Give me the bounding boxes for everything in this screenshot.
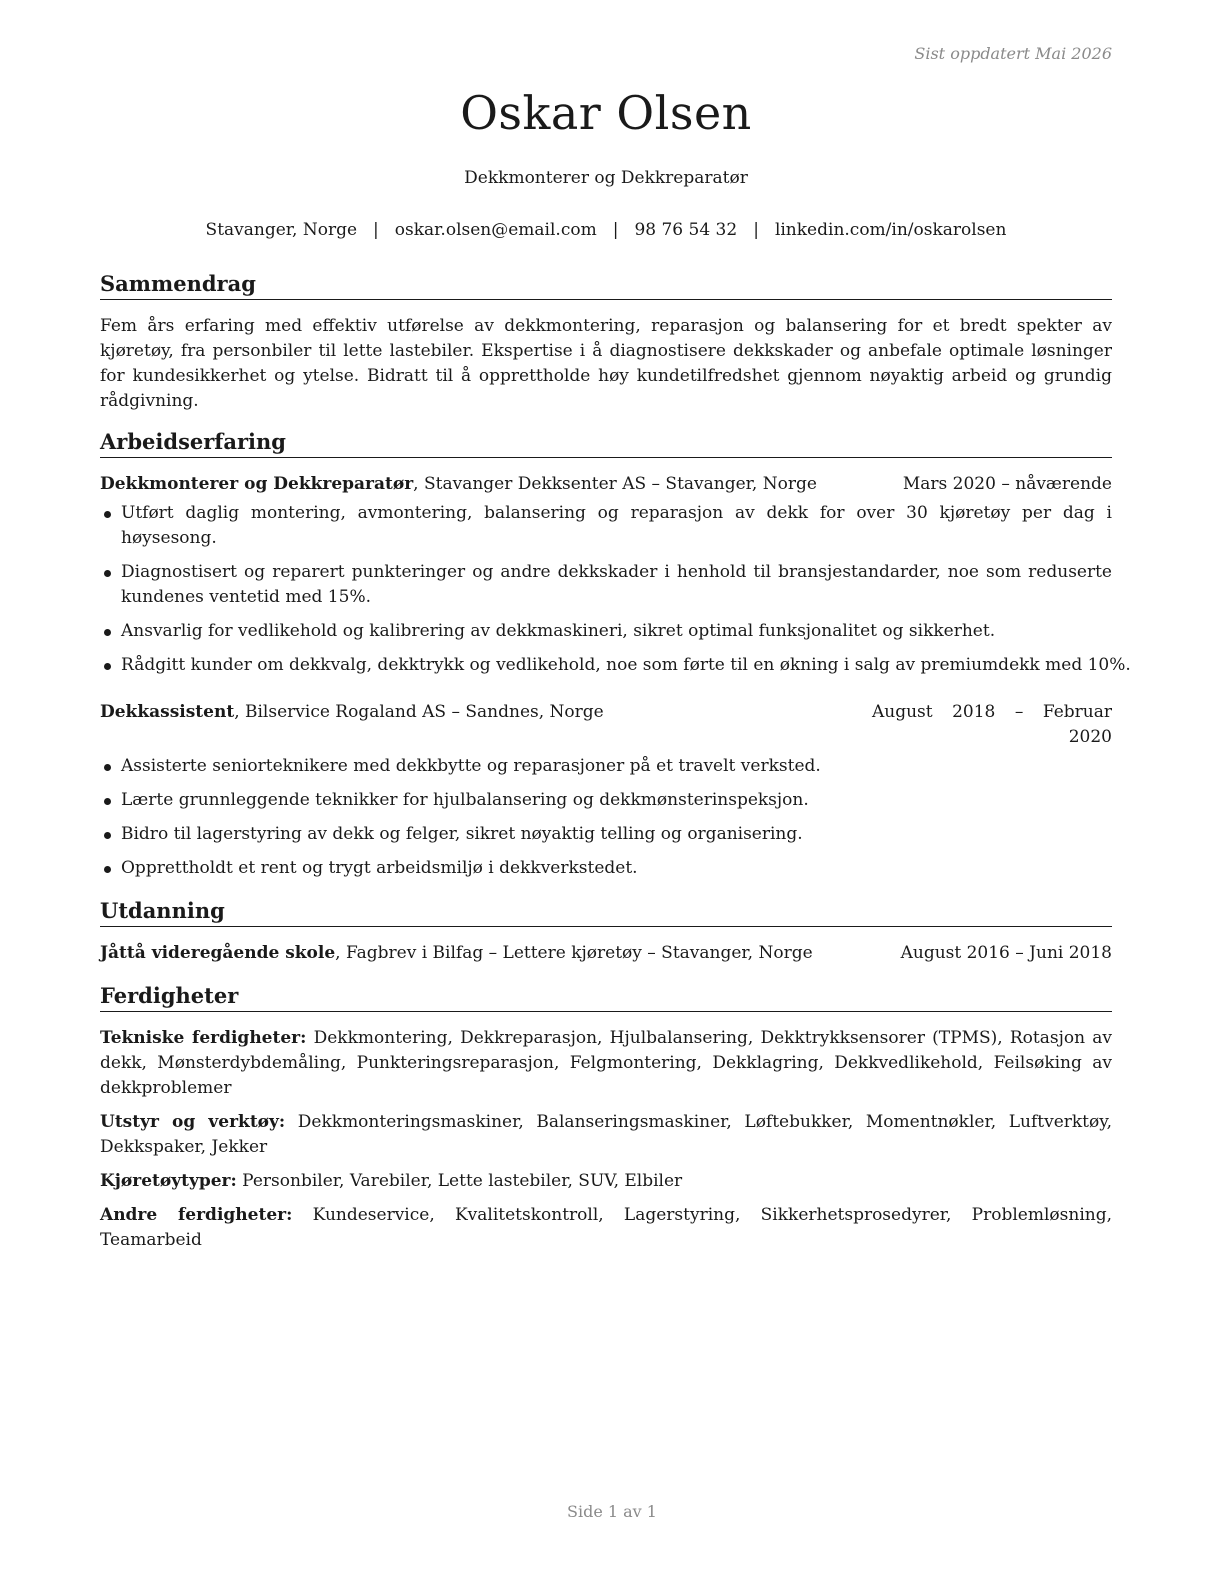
summary-text: Fem års erfaring med effektiv utførelse av dekkmontering, reparasjon og balansering for et bredt spekter av kjøretøy, fra personbiler til lette lastebiler. Ekspertise i å diagnostisere dekkskader og anbefale optimale løsninger for kundesikkerhet og ytelse. Bidratt til å opprettholde høy kundetilfredshet gjennom nøyaktig arbeid og grundig rådgivning. [100,316,1112,411]
section-heading-summary: Sammendrag [100,270,1112,300]
contact-linkedin[interactable]: linkedin.com/in/oskarolsen [774,220,1007,240]
skill-group [100,1026,1112,1101]
candidate-name: Oskar Olsen [460,86,752,140]
skill-group-label: Utstyr og verktøy: [100,1112,286,1132]
education-school-program [100,941,813,966]
skill-group-label: Tekniske ferdigheter: [100,1028,307,1048]
section-heading-skills: Ferdigheter [100,982,1112,1012]
education-program: , Fagbrev i Bilfag – Lettere kjøretøy – Stavanger, Norge [335,943,813,963]
job-role-company [100,472,817,497]
skill-group [100,1169,1112,1194]
candidate-title: Dekkmonterer og Dekkreparatør [464,168,748,188]
job-role: Dekkassistent [100,702,235,722]
list-item: Opprettholdt et rent og trygt arbeidsmiljø i dekkverkstedet. [100,856,1112,881]
job-dates: August 2018 – Februar 2020 [872,702,1112,747]
education-entry [100,941,1112,966]
education-dates: August 2016 – Juni 2018 [900,943,1112,963]
skill-group-text: Personbiler, Varebiler, Lette lastebiler, SUV, Elbiler [236,1171,683,1191]
contact-separator: | [612,220,619,240]
list-item: Ansvarlig for vedlikehold og kalibrering av dekkmaskineri, sikret optimal funksjonalitet og sikkerhet. [100,619,1112,644]
job-role: Dekkmonterer og Dekkreparatør [100,474,414,494]
list-item: Lærte grunnleggende teknikker for hjulbalansering og dekkmønsterinspeksjon. [100,788,1112,813]
skill-group-label: Kjøretøytyper: [100,1171,237,1191]
skill-group-text: Kundeservice, Kvalitetskontroll, Lagerstyring, Sikkerhetsprosedyrer, Problemløsning, Teamarbeid [100,1205,1112,1250]
last-updated: Sist oppdatert Mai 2026 [914,44,1112,63]
skill-group-text: Dekkmontering, Dekkreparasjon, Hjulbalansering, Dekktrykksensorer (TPMS), Rotasjon av dekk, Mønsterdybdemåling, Punkteringsreparasjon, Felgmontering, Dekklagring, Dekkvedlikehold, Feilsøking av dekkproblemer [100,1028,1112,1098]
resume-content [100,270,1131,1262]
contact-email[interactable]: oskar.olsen@email.com [394,220,597,240]
job-header [100,472,1112,497]
job-header [100,700,1112,750]
list-item: Rådgitt kunder om dekkvalg, dekktrykk og vedlikehold, noe som førte til en økning i salg av premiumdekk med 10%. [100,653,1112,678]
contact-separator: | [373,220,379,240]
list-item: Bidro til lagerstyring av dekk og felger, sikret nøyaktig telling og organisering. [100,822,1112,847]
skill-group-label: Andre ferdigheter: [100,1205,293,1225]
job-company: , Stavanger Dekksenter AS – Stavanger, Norge [413,474,817,494]
education-school: Jåttå videregående skole [100,943,336,963]
job-role-company [100,700,604,750]
skill-group [100,1110,1112,1160]
list-item: Diagnostisert og reparert punkteringer og andre dekkskader i henhold til bransjestandarder, noe som reduserte kundenes ventetid med 15%. [100,560,1112,610]
contact-location: Stavanger, Norge [205,220,358,240]
contact-separator: | [753,220,759,240]
section-heading-education: Utdanning [100,897,1112,927]
job-bullets [100,754,1112,881]
contact-line [100,220,1112,240]
job-company: , Bilservice Rogaland AS – Sandnes, Norge [234,702,604,722]
job-bullets [100,501,1131,678]
skill-group-text: Dekkmonteringsmaskiner, Balanseringsmaskiner, Løftebukker, Momentnøkler, Luftverktøy, Dekkspaker, Jekker [100,1112,1112,1157]
page-number: Side 1 av 1 [567,1502,657,1521]
section-heading-experience: Arbeidserfaring [100,428,1112,458]
list-item: Assisterte seniorteknikere med dekkbytte og reparasjoner på et travelt verksted. [100,754,1112,779]
job-dates: Mars 2020 – nåværende [902,474,1112,494]
list-item: Utført daglig montering, avmontering, balansering og reparasjon av dekk for over 30 kjøretøy per dag i høysesong. [100,501,1112,551]
contact-phone: 98 76 54 32 [634,220,738,240]
skill-group [100,1203,1112,1253]
